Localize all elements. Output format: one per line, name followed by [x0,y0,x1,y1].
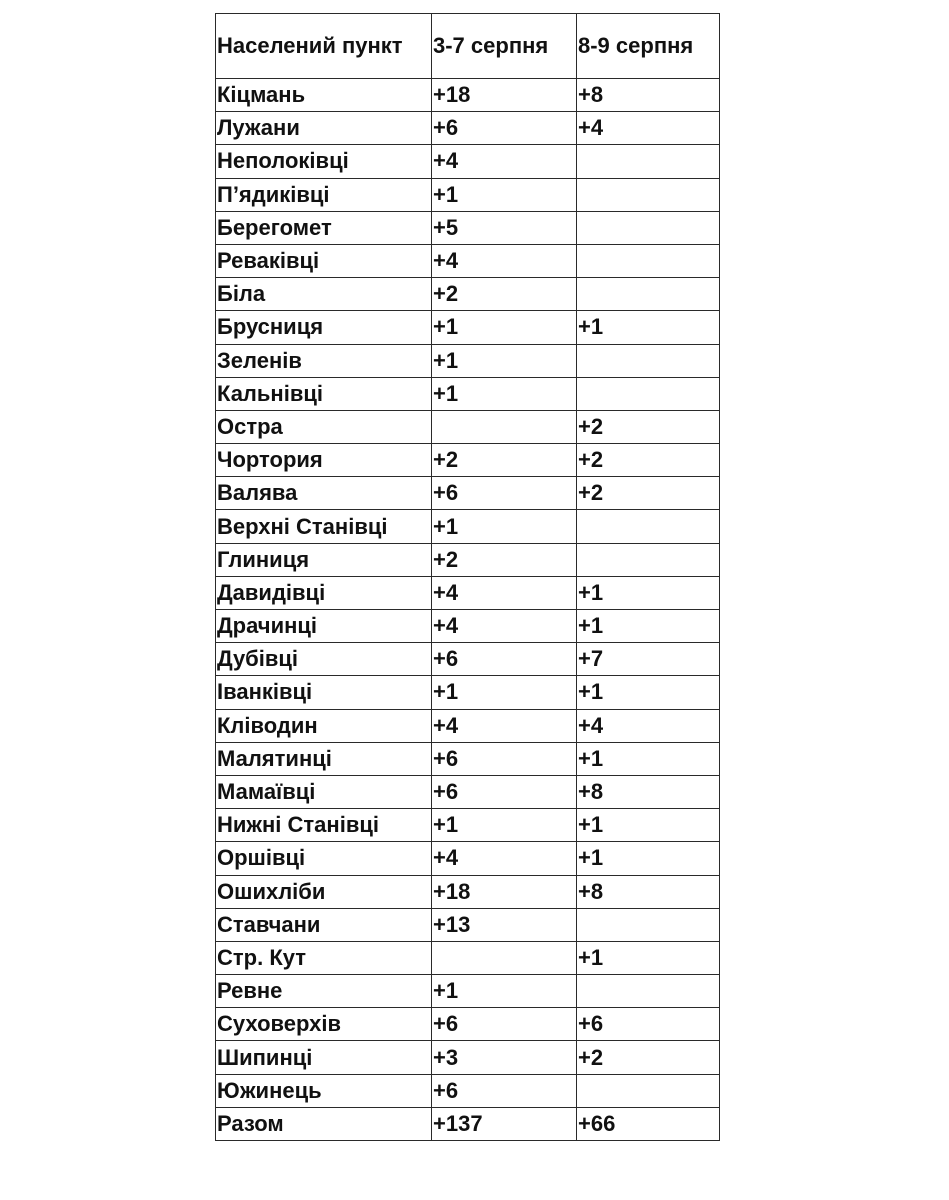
cell-settlement: Кліводин [216,709,432,742]
cell-settlement: Мамаївці [216,775,432,808]
cell-period-1 [432,941,577,974]
table-row [216,112,720,145]
cell-period-2: +2 [577,1041,720,1074]
table-row [216,1041,720,1074]
cell-settlement: Ставчани [216,908,432,941]
cell-period-2 [577,145,720,178]
cell-period-2: +8 [577,79,720,112]
cell-period-2: +6 [577,1008,720,1041]
cell-period-1: +2 [432,278,577,311]
table-row [216,676,720,709]
cell-period-2: +1 [577,311,720,344]
cell-settlement: П’ядиківці [216,178,432,211]
table-row [216,809,720,842]
cell-period-1: +4 [432,610,577,643]
cell-period-1: +1 [432,377,577,410]
cell-period-1: +4 [432,244,577,277]
cell-settlement: Оршівці [216,842,432,875]
cell-period-1: +18 [432,79,577,112]
cell-period-2: +1 [577,610,720,643]
table-row [216,178,720,211]
cell-period-2: +1 [577,676,720,709]
table-row [216,975,720,1008]
cell-settlement: Драчинці [216,610,432,643]
table-row [216,842,720,875]
cell-period-2: +1 [577,809,720,842]
cell-period-2 [577,377,720,410]
cell-period-1: +1 [432,975,577,1008]
cell-period-1: +3 [432,1041,577,1074]
cell-period-2: +1 [577,576,720,609]
table-row [216,908,720,941]
cell-period-1: +6 [432,1008,577,1041]
cell-period-2 [577,1074,720,1107]
cell-period-2: +7 [577,643,720,676]
cell-settlement: Валява [216,477,432,510]
header-period-1: 3-7 серпня [432,14,577,79]
cell-period-1: +5 [432,211,577,244]
table-row [216,444,720,477]
cell-period-1: +4 [432,709,577,742]
cell-settlement: Неполоківці [216,145,432,178]
cell-settlement: Нижні Станівці [216,809,432,842]
cell-period-2: +4 [577,112,720,145]
cell-settlement: Разом [216,1107,432,1140]
cell-period-2: +8 [577,775,720,808]
table-row [216,244,720,277]
cell-settlement: Іванківці [216,676,432,709]
table-row [216,377,720,410]
cell-settlement: Берегомет [216,211,432,244]
cell-settlement: Глиниця [216,543,432,576]
cell-period-1: +6 [432,477,577,510]
cell-settlement: Малятинці [216,742,432,775]
table-row [216,643,720,676]
cell-settlement: Реваківці [216,244,432,277]
settlements-table [215,13,720,1141]
table-row [216,941,720,974]
cell-period-2 [577,510,720,543]
cell-period-2 [577,278,720,311]
table-row [216,1008,720,1041]
cell-period-2 [577,908,720,941]
cell-period-2: +8 [577,875,720,908]
cell-period-1: +6 [432,643,577,676]
cell-settlement: Стр. Кут [216,941,432,974]
cell-settlement: Зеленів [216,344,432,377]
table-row [216,510,720,543]
cell-settlement: Верхні Станівці [216,510,432,543]
cell-period-2 [577,344,720,377]
table-body [216,79,720,1141]
cell-settlement: Кальнівці [216,377,432,410]
table-header-row [216,14,720,79]
cell-settlement: Дубівці [216,643,432,676]
header-period-2: 8-9 серпня [577,14,720,79]
table-row [216,709,720,742]
table-row [216,477,720,510]
cell-period-2: +2 [577,477,720,510]
cell-period-1: +6 [432,775,577,808]
cell-period-1: +18 [432,875,577,908]
cell-period-1: +1 [432,178,577,211]
table-row [216,1074,720,1107]
header-settlement: Населений пункт [216,14,432,79]
cell-period-1: +1 [432,311,577,344]
table-row [216,543,720,576]
table-row [216,875,720,908]
cell-period-2 [577,543,720,576]
table-row [216,610,720,643]
cell-period-2: +1 [577,742,720,775]
table-row [216,775,720,808]
table-row [216,211,720,244]
cell-period-2: +1 [577,941,720,974]
table-row [216,410,720,443]
cell-settlement: Суховерхів [216,1008,432,1041]
cell-period-1: +1 [432,676,577,709]
cell-period-1: +1 [432,510,577,543]
cell-period-2 [577,975,720,1008]
cell-settlement: Ошихліби [216,875,432,908]
cell-period-2: +1 [577,842,720,875]
cell-period-2: +2 [577,444,720,477]
cell-period-2: +4 [577,709,720,742]
cell-period-1 [432,410,577,443]
table-row [216,742,720,775]
cell-settlement: Остра [216,410,432,443]
cell-period-2: +66 [577,1107,720,1140]
cell-period-2 [577,178,720,211]
cell-settlement: Брусниця [216,311,432,344]
data-table-container [215,13,719,1141]
cell-period-1: +1 [432,809,577,842]
cell-period-1: +137 [432,1107,577,1140]
cell-period-2 [577,244,720,277]
cell-period-1: +4 [432,576,577,609]
cell-period-2: +2 [577,410,720,443]
cell-period-2 [577,211,720,244]
cell-settlement: Давидівці [216,576,432,609]
table-row [216,344,720,377]
cell-period-1: +6 [432,1074,577,1107]
cell-period-1: +2 [432,444,577,477]
table-row [216,79,720,112]
cell-period-1: +1 [432,344,577,377]
cell-settlement: Лужани [216,112,432,145]
cell-settlement: Южинець [216,1074,432,1107]
cell-period-1: +4 [432,842,577,875]
cell-settlement: Шипинці [216,1041,432,1074]
table-row [216,311,720,344]
cell-settlement: Кіцмань [216,79,432,112]
cell-period-1: +4 [432,145,577,178]
cell-period-1: +6 [432,742,577,775]
table-row [216,278,720,311]
cell-settlement: Чортория [216,444,432,477]
cell-settlement: Ревне [216,975,432,1008]
table-row [216,145,720,178]
table-row [216,576,720,609]
cell-period-1: +2 [432,543,577,576]
cell-period-1: +6 [432,112,577,145]
cell-settlement: Біла [216,278,432,311]
cell-period-1: +13 [432,908,577,941]
table-row [216,1107,720,1140]
